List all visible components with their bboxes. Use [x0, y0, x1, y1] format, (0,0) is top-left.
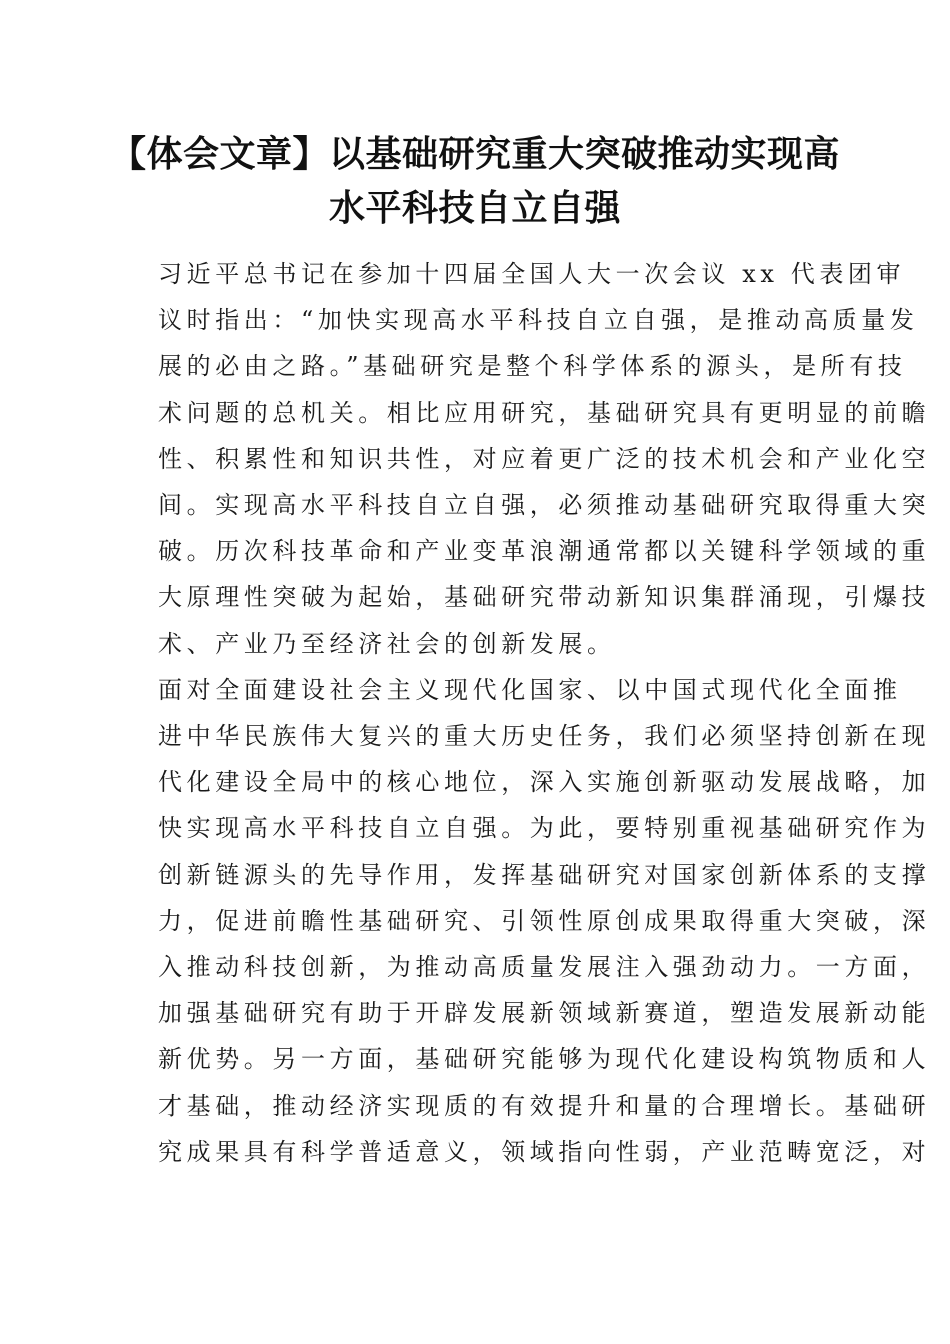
title-line: 水平科技自立自强 — [328, 188, 621, 229]
text-line: 大原理性突破为起始，基础研究带动新知识集群涌现，引爆技 — [158, 583, 931, 612]
text-line: 进中华民族伟大复兴的重大历史任务，我们必须坚持创新在现 — [158, 722, 931, 751]
document-title — [110, 128, 840, 236]
text-line: 入推动科技创新，为推动高质量发展注入强劲动力。一方面， — [158, 953, 931, 982]
text-line: 新优势。另一方面，基础研究能够为现代化建设构筑物质和人 — [158, 1045, 931, 1074]
text-line: 展的必由之路。”基础研究是整个科学体系的源头，是所有技 — [158, 352, 907, 381]
document-body — [118, 251, 931, 1175]
text-line: 术、产业乃至经济社会的创新发展。 — [158, 629, 616, 658]
text-line: 代化建设全局中的核心地位，深入实施创新驱动发展战略，加 — [158, 768, 931, 797]
paragraph — [118, 667, 931, 1175]
title-line: 【体会文章】以基础研究重大突破推动实现高 — [110, 134, 841, 175]
text-line: 面对全面建设社会主义现代化国家、以中国式现代化全面推 — [158, 675, 902, 704]
text-line: 创新链源头的先导作用，发挥基础研究对国家创新体系的支撑 — [158, 860, 931, 889]
text-line: 快实现高水平科技自立自强。为此，要特别重视基础研究作为 — [158, 814, 931, 843]
text-line: 究成果具有科学普适意义，领域指向性弱，产业范畴宽泛，对 — [158, 1137, 931, 1166]
text-line: 间。实现高水平科技自立自强，必须推动基础研究取得重大突 — [158, 491, 931, 520]
text-line: 加强基础研究有助于开辟发展新领域新赛道，塑造发展新动能 — [158, 999, 931, 1028]
text-line: 议时指出：“加快实现高水平科技自立自强，是推动高质量发 — [158, 306, 919, 335]
text-line: 才基础，推动经济实现质的有效提升和量的合理增长。基础研 — [158, 1091, 931, 1120]
text-line: 破。历次科技革命和产业变革浪潮通常都以关键科学领域的重 — [158, 537, 931, 566]
text-line: 术问题的总机关。相比应用研究，基础研究具有更明显的前瞻 — [158, 398, 931, 427]
paragraph — [118, 251, 931, 667]
text-line: 力，促进前瞻性基础研究、引领性原创成果取得重大突破，深 — [158, 906, 931, 935]
text-line: 性、积累性和知识共性，对应着更广泛的技术机会和产业化空 — [158, 444, 931, 473]
text-line: 习近平总书记在参加十四届全国人大一次会议 xx 代表团审 — [158, 260, 906, 288]
